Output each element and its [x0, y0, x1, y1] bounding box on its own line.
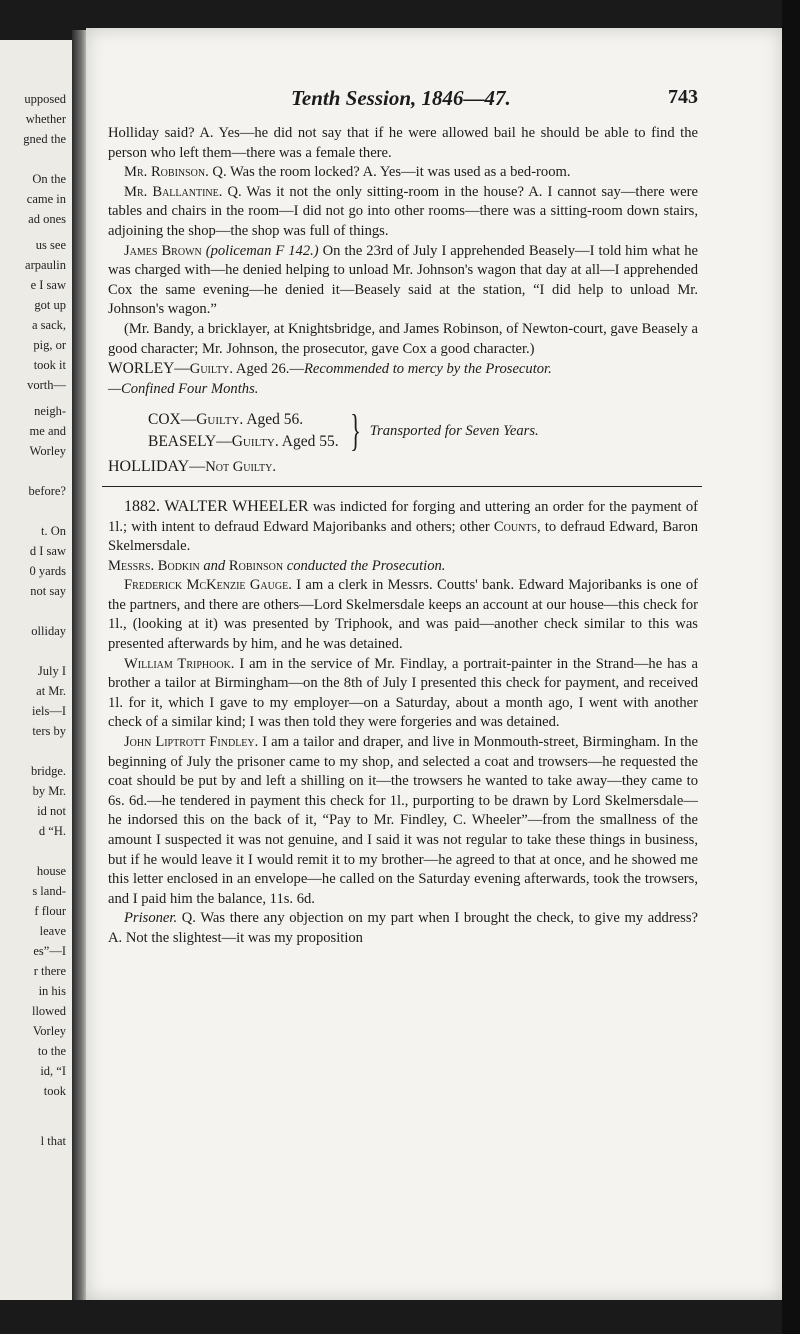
left-page-fragment: l that — [40, 1134, 66, 1148]
left-page-fragment: got up — [34, 298, 66, 312]
brace-symbol: } — [349, 406, 361, 456]
paragraph-ballantine-question: Mr. Ballantine. Q. Was it not the only sitting-room in the house? A. I cannot say—there were tables and chairs in the room—I did not go into other rooms—there was a sitting-room down stairs, adjoining the shop—the shop was full of things. — [108, 183, 698, 239]
defendant-name: WALTER WHEELER — [164, 497, 309, 515]
left-page-fragment: 0 yards — [29, 564, 66, 578]
left-page-fragment: in his — [38, 984, 66, 998]
left-page-fragment: upposed — [24, 92, 66, 106]
verdict-worley: WORLEY—Guilty. Aged 26.—Recommended to mercy by the Prosecutor. — [108, 360, 552, 378]
left-page-fragment: bridge. — [30, 764, 66, 778]
verdict-beasely: BEASELY—Guilty. Aged 55. — [148, 433, 339, 451]
left-page-fragment: before? — [28, 484, 66, 498]
speaker-name: Mr. Ballantine. — [124, 183, 223, 200]
paragraph-robinson-question: Mr. Robinson. Q. Was the room locked? A. Yes—it was used as a bed-room. — [124, 164, 571, 181]
testimony-findley: John Liptrott Findley. I am a tailor and draper, and live in Monmouth-street, Birmingham. In the beginning of July the prisoner came to my shop, and selected a coat and trowsers—he requested the coat should be put by and left a shilling on it—the trowsers he wanted to take away—they came to 6s. 6d.—he tendered in payment this check for 1l., purporting to be drawn by Lord Skelmersdale—he indorsed this on the back of it, “Pay to Mr. Findley, C. Wheeler”—from the smallness of the amount I suspected it was not genuine, and I said it was not regular to take these things in business, but if he would leave it I would remit it to my brother—he agreed to that at once, and he showed me this letter enclosed in an envelope—he called on the Saturday evening afterwards, took the trowsers, and I paid him the balance, 11s. 6d. — [108, 734, 698, 907]
left-page-fragment: whether — [25, 112, 66, 126]
left-page-fragment: house — [36, 864, 66, 878]
verdict-holliday: HOLLIDAY—Not Guilty. — [108, 458, 276, 476]
left-page-fragment: olliday — [31, 624, 66, 638]
testimony-triphook: William Triphook. I am in the service of Mr. Findlay, a portrait-painter in the Strand—he has a brother a tailor at Birmingham—on the 8th of July I presented this check for payment, and received 1l. for it, which I gave to my employer—on a Saturday, about a month ago, I went with another check of a similar kind; I was then told they were forgeries and was detained. — [108, 655, 698, 731]
left-page-fragment: es”—I — [33, 944, 66, 958]
sentence-cox-beasely — [148, 406, 698, 456]
left-page-fragment: us see — [35, 238, 66, 252]
paragraph-holliday-answer: Holliday said? A. Yes—he did not say that if he were allowed bail he should be able to find the person who left them—there was a female there. — [108, 125, 698, 161]
page-body — [108, 124, 698, 949]
sentence-worley: —Confined Four Months. — [108, 380, 259, 397]
left-page-fragment: neigh- — [34, 404, 66, 418]
left-page-fragment: ters by — [32, 724, 66, 738]
testimony-prisoner: Prisoner. Q. Was there any objection on my part when I brought the check, to give my address? A. Not the slightest—it was my proposition — [108, 910, 698, 946]
group-sentence: Transported for Seven Years. — [369, 422, 539, 439]
paragraph-character-witnesses: (Mr. Bandy, a bricklayer, at Knightsbridge, and James Robinson, of Newton-court, gave Beasely a good character; Mr. Johnson, the prosecutor, gave Cox a good character.) — [108, 320, 698, 357]
left-page-fragment: d “H. — [38, 824, 66, 838]
left-page-fragment: Worley — [29, 444, 66, 458]
left-page-fragment: Vorley — [32, 1024, 66, 1038]
left-page-fragment: gned the — [23, 132, 66, 146]
left-page-margin — [0, 40, 74, 1300]
speaker-name: Prisoner. — [124, 910, 178, 927]
scan-edge — [782, 0, 800, 1334]
speaker-name: William Triphook. — [124, 655, 235, 672]
left-page-fragment: iels—I — [31, 704, 66, 718]
left-page-fragment: leave — [39, 924, 66, 938]
left-page-fragment: vorth— — [27, 378, 66, 392]
case-indictment: 1882. WALTER WHEELER was indicted for forging and uttering an order for the payment of 1l.; with intent to defraud Edward Majoribanks and others; other Counts, to defraud Edward, Baron Skelmersdale. — [108, 497, 699, 555]
left-page-fragment: at Mr. — [36, 684, 66, 698]
speaker-name: John Liptrott Findley. — [124, 734, 259, 751]
paragraph-brown-testimony: James Brown (policeman F 142.) On the 23rd of July I apprehended Beasely—I told him what he was charged with—he denied helping to unload Mr. Johnson's wagon that day at all—I apprehended Cox the same evening—he denied it—Beasely said at the station, “I did help to unload Mr. Johnson's wagon.” — [108, 242, 698, 318]
left-page-fragment: On the — [32, 172, 66, 186]
left-page-fragment: d I saw — [29, 544, 66, 558]
left-page-fragment: e I saw — [30, 278, 66, 292]
left-page-fragment: s land- — [32, 884, 66, 898]
left-page-fragment: a sack, — [31, 318, 66, 332]
left-page-fragment: id not — [37, 804, 66, 818]
left-page-fragment: f flour — [34, 904, 66, 918]
speaker-name: Frederick McKenzie Gauge. — [124, 577, 292, 594]
left-page-fragment: t. On — [41, 524, 66, 538]
running-header — [86, 86, 782, 116]
left-page-fragment: r there — [33, 964, 66, 978]
left-page-fragment: July I — [37, 664, 66, 678]
verdict-cox: COX—Guilty. Aged 56. — [148, 411, 304, 429]
speaker-name: Mr. Robinson. — [124, 164, 209, 181]
left-page-fragment: llowed — [31, 1004, 66, 1018]
speaker-name: James Brown — [124, 242, 202, 259]
section-divider — [102, 486, 702, 487]
testimony-gauge: Frederick McKenzie Gauge. I am a clerk in Messrs. Coutts' bank. Edward Majoribanks is one of the partners, and there are others—Lord Skelmersdale keeps an account at our house—this check for 1l., (looking at it) was presented by Triphook, and was paid—another check similar to this was presented afterwards by him, and he was detained. — [108, 577, 699, 653]
left-page-fragment: id, “I — [40, 1064, 66, 1078]
left-page-fragment: ad ones — [28, 212, 66, 226]
left-page-fragment: by Mr. — [32, 784, 66, 798]
left-page-fragment: came in — [26, 192, 66, 206]
session-title: Tenth Session, 1846—47. — [291, 86, 511, 110]
left-page-fragment: not say — [30, 584, 66, 598]
left-page-fragment: took — [43, 1084, 66, 1098]
document-page — [86, 28, 782, 1300]
left-page-fragment: to the — [37, 1044, 66, 1058]
left-page-fragment: me and — [29, 424, 66, 438]
counsel-line: Messrs. Bodkin and Robinson conducted the Prosecution. — [108, 557, 446, 574]
page-number: 743 — [668, 86, 698, 108]
left-page-fragment: took it — [33, 358, 66, 372]
left-page-fragment: arpaulin — [25, 258, 66, 272]
left-page-fragment: pig, or — [33, 338, 66, 352]
